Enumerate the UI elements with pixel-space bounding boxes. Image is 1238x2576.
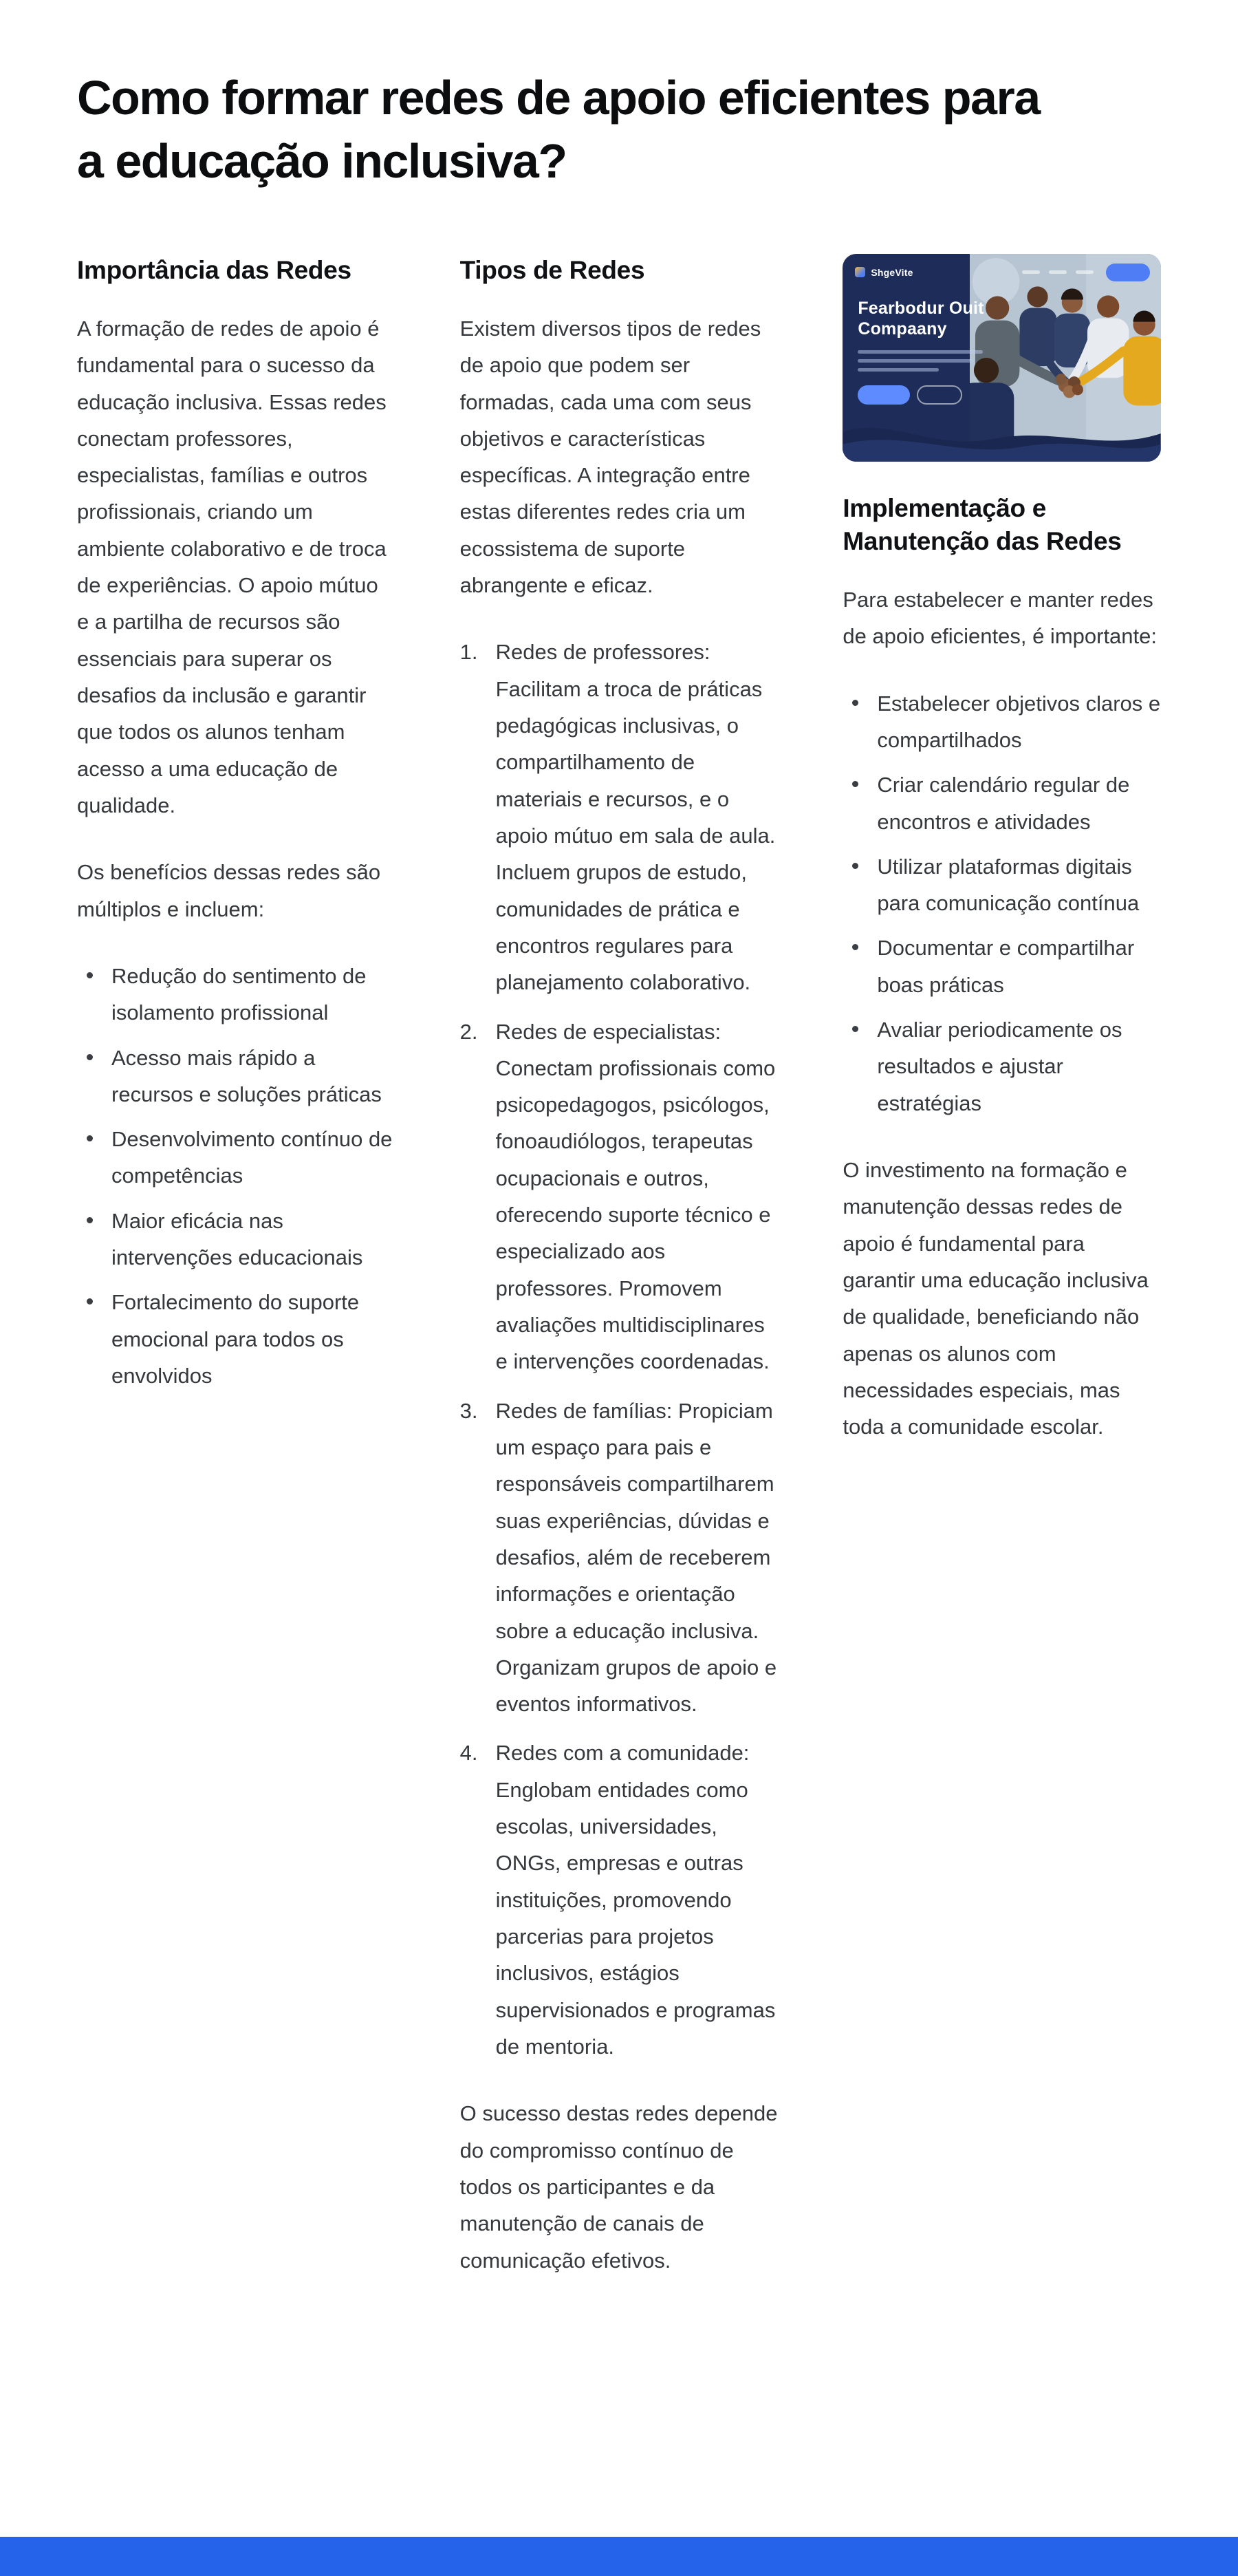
network-types-list [460,634,779,2065]
hero-wave-decoration [843,409,1161,462]
hero-subtext-line [858,359,973,363]
implementation-text: Estabelecer objetivos claros e compartilhados [877,691,1161,752]
implementation-item [843,685,1161,759]
bullet-icon [852,1026,858,1032]
benefit-text: Acesso mais rápido a recursos e soluções práticas [111,1045,382,1106]
item-text: Redes de professores: Facilitam a troca de práticas pedagógicas inclusivas, o compartilhamento de materiais e recursos, e o apoio mútuo em sala de aula. Incluem grupos de estudo, comunidades de prática e encontros regulares para planejamento colaborativo. [495,640,776,995]
benefit-item [77,1284,395,1394]
paragraph-importancia-1: A formação de redes de apoio é fundamental para o sucesso da educação inclusiva. Essas redes conectam professores, especialistas, famílias e outros profissionais, criando um ambiente colaborativo e de troca de experiências. O apoio mútuo e a partilha de recursos são essenciais para superar os desafios da inclusão e garantir que todos os alunos tenham acesso a uma educação de qualidade. [77,316,387,817]
implementation-item [843,848,1161,922]
hero-secondary-button [917,385,962,405]
bullet-icon [852,781,858,787]
hero-subtext-lines [858,350,990,372]
bullet-icon [852,944,858,950]
benefit-item [77,1040,395,1113]
network-type-item [460,1735,779,2065]
implementation-item [843,1011,1161,1121]
section-heading-implementacao: Implementação e Manutenção das Redes [843,493,1122,555]
paragraph-importancia-2: Os benefícios dessas redes são múltiplos e incluem: [77,860,381,921]
item-text: Redes de especialistas: Conectam profissionais como psicopedagogos, psicólogos, fonoaudiólogos, terapeutas ocupacionais e outros, oferecendo suporte técnico e especializado aos professores. Promovem avaliações multidisciplinares e intervenções coordenadas. [495,1019,776,1374]
benefits-list [77,958,395,1394]
item-number: 3. [459,1398,478,1423]
bullet-icon [852,863,858,869]
section-heading-tipos: Tipos de Redes [459,255,645,284]
implementation-text: Criar calendário regular de encontros e atividades [877,773,1130,834]
benefit-text: Fortalecimento do suporte emocional para todos os envolvidos [111,1290,360,1388]
benefit-text: Desenvolvimento contínuo de competências [111,1127,393,1188]
hero-copy-block [858,298,990,405]
hero-nav-link [1076,270,1094,274]
bullet-icon [87,1054,93,1060]
implementation-item [843,766,1161,840]
item-number: 1. [459,640,478,665]
hero-nav-links [1022,270,1094,274]
hero-subtext-line [858,350,983,354]
implementation-text: Utilizar plataformas digitais para comunicação contínua [877,854,1140,916]
benefit-item [77,1121,395,1194]
hero-nav-link [1022,270,1040,274]
bullet-icon [87,972,93,978]
hero-buttons [858,385,990,405]
column-tipos [460,254,779,2279]
network-type-item [460,1393,779,1723]
bullet-icon [852,700,858,706]
benefit-item [77,958,395,1031]
hero-nav-button [1106,264,1150,281]
item-text: Redes com a comunidade: Englobam entidades como escolas, universidades, ONGs, empresas e outras instituições, promovendo parcerias para projetos inclusivos, estágios supervisionados e programas de mentoria. [495,1741,776,2059]
implementation-list [843,685,1161,1121]
hero-image-card [843,254,1161,462]
paragraph-implementacao-closing: O investimento na formação e manutenção dessas redes de apoio é fundamental para garantir uma educação inclusiva de qualidade, beneficiando não apenas os alunos com necessidades especiais, mas toda a comunidade escolar. [843,1158,1149,1439]
footer-bar [0,2537,1238,2576]
item-number: 2. [459,1019,478,1044]
column-importancia [77,254,395,2279]
hero-logo-icon [855,267,865,277]
hero-logo-text: ShgeVite [871,266,913,278]
hero-navbar [843,254,1161,281]
network-type-item [460,1013,779,1380]
paragraph-tipos-intro: Existem diversos tipos de redes de apoio que podem ser formadas, cada uma com seus objetivos e características específicas. A integração entre estas diferentes redes cria um ecossistema de suporte abrangente e eficaz. [459,316,761,598]
item-text: Redes de famílias: Propiciam um espaço para pais e responsáveis compartilharem suas experiências, dúvidas e desafios, além de receberem informações e orientação sobre a educação inclusiva. Organizam grupos de apoio e eventos informativos. [495,1398,777,1717]
hero-nav-link [1049,270,1067,274]
hero-headline: Fearbodur Ouit Compaany [858,298,984,339]
paragraph-tipos-closing: O sucesso destas redes depende do compromisso contínuo de todos os participantes e da manutenção de canais de comunicação efetivos. [459,2101,778,2273]
article-page [77,0,1161,2279]
paragraph-implementacao-intro: Para estabelecer e manter redes de apoio eficientes, é importante: [843,587,1158,649]
hero-primary-button [858,385,910,405]
bullet-icon [87,1217,93,1223]
network-type-item [460,634,779,1000]
section-heading-importancia: Importância das Redes [77,255,351,284]
three-column-layout [77,254,1161,2279]
item-number: 4. [459,1741,478,1765]
hero-subtext-line [858,368,939,372]
benefit-text: Maior eficácia nas intervenções educacionais [111,1208,363,1270]
benefit-text: Redução do sentimento de isolamento profissional [111,963,367,1025]
implementation-item [843,930,1161,1003]
implementation-text: Avaliar periodicamente os resultados e ajustar estratégias [877,1018,1122,1115]
implementation-text: Documentar e compartilhar boas práticas [877,936,1135,997]
column-implementacao [843,254,1161,2279]
bullet-icon [87,1135,93,1141]
benefit-item [77,1203,395,1276]
page-title: Como formar redes de apoio eficientes para a educação inclusiva? [77,71,1040,189]
bullet-icon [87,1298,93,1305]
